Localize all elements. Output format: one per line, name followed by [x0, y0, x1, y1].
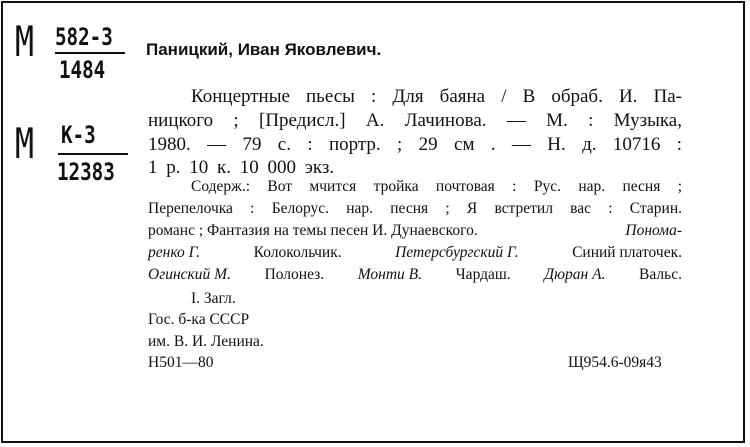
handwritten-denominator-2: 12383	[57, 158, 115, 186]
handwritten-letter-1: М	[15, 17, 34, 66]
library-line-2: им. В. И. Ленина.	[148, 333, 264, 350]
fraction-line-1	[55, 52, 125, 54]
contents-author: Пономa-	[625, 222, 682, 239]
classification-index: Щ954.6-09я43	[568, 354, 662, 371]
contents-title: Чардаш.	[455, 266, 511, 283]
catalog-card	[1, 1, 745, 443]
description-line-2: ницкого ; [Предисл.] А. Лачинова. — М. : Музыка,	[148, 110, 682, 131]
contents-title: Вальс.	[639, 266, 682, 283]
contents-line-3	[148, 223, 682, 239]
contents-text: романс ; Фантазия на темы песен И. Дунаевского.	[148, 222, 478, 239]
contents-author: Петерсбургский Г.	[395, 244, 519, 261]
contents-title: Полонез.	[264, 266, 325, 283]
fraction-line-2	[58, 153, 128, 155]
handwritten-letter-2: М	[15, 119, 34, 168]
contents-line-1: Содерж.: Вот мчится тройка почтовая : Рус. нар. песня ;	[191, 178, 682, 195]
contents-line-2: Перепелочка : Белорус. нар. песня ; Я встретил вас : Старин.	[148, 200, 682, 217]
contents-author: Дюран А.	[544, 266, 606, 283]
contents-author: Огинский М.	[148, 266, 231, 283]
description-line-4: 1 р. 10 к. 10 000 экз.	[148, 157, 335, 178]
contents-author: Монти В.	[357, 266, 423, 283]
contents-line-5	[148, 267, 682, 283]
description-line-1: Концертные пьесы : Для баяна / В обраб. И. Па-	[191, 86, 682, 107]
card-number: Н501—80	[148, 354, 214, 371]
contents-line-4	[148, 245, 682, 261]
contents-title: Колокольчик.	[253, 244, 342, 261]
contents-title: Синий платочек.	[572, 244, 682, 261]
handwritten-numerator-2: К-3	[61, 121, 96, 149]
library-line-1: Гос. б-ка СССР	[148, 311, 250, 328]
subject-entry: I. Загл.	[191, 290, 236, 307]
description-line-3: 1980. — 79 с. : портр. ; 29 см . — Н. д. 10716 :	[148, 134, 682, 155]
contents-author: ренко Г.	[148, 244, 201, 261]
handwritten-numerator-1: 582-3	[55, 23, 113, 51]
handwritten-denominator-1: 1484	[59, 56, 106, 84]
author-heading: Паницкий, Иван Яковлевич.	[146, 40, 382, 59]
